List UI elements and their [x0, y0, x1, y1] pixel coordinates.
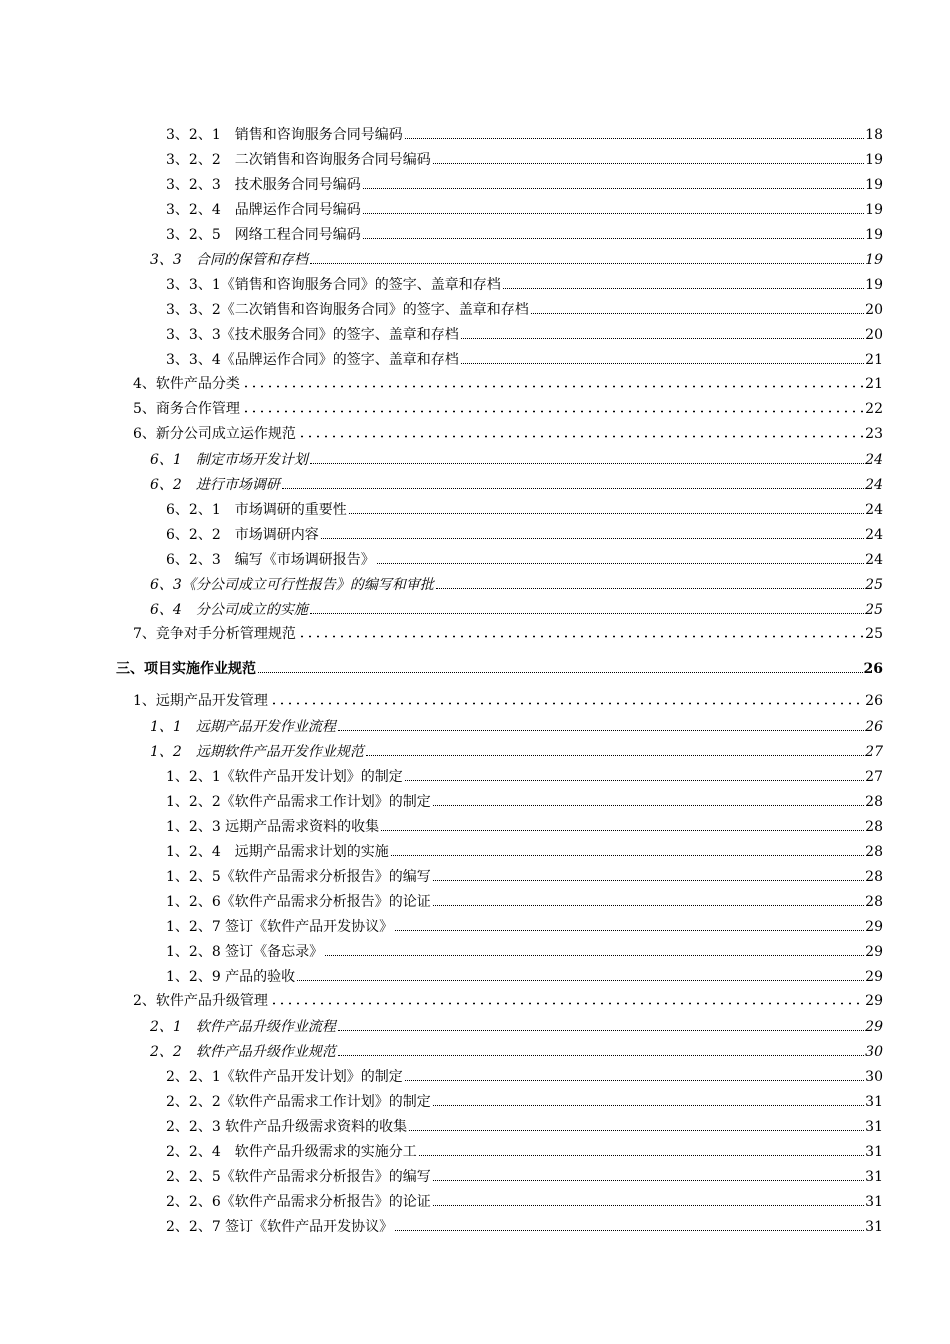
toc-entry[interactable] — [166, 124, 883, 144]
toc-entry[interactable] — [150, 741, 883, 761]
toc-leader-dots — [321, 524, 864, 539]
toc-entry-page-number: 29 — [865, 944, 883, 960]
toc-entry-title: 1、2、9 产品的验收 — [166, 969, 296, 985]
toc-entry-title: 3、3、3《技术服务合同》的签字、盖章和存档 — [166, 327, 459, 343]
toc-leader-dots — [433, 1091, 864, 1106]
toc-leader-dots — [436, 574, 864, 589]
toc-entry-page-number: 25 — [865, 602, 883, 618]
toc-entry-page-number: 31 — [865, 1194, 883, 1210]
toc-leader-dots — [242, 374, 864, 388]
toc-entry-page-number: 29 — [865, 993, 883, 1009]
toc-entry[interactable] — [166, 499, 883, 519]
toc-entry[interactable] — [150, 716, 883, 736]
toc-leader-dots — [391, 841, 864, 856]
toc-entry-page-number: 28 — [865, 869, 883, 885]
toc-entry[interactable] — [150, 1041, 883, 1061]
toc-entry[interactable] — [166, 816, 883, 836]
toc-entry[interactable] — [166, 966, 883, 986]
toc-entry[interactable] — [150, 599, 883, 619]
toc-leader-dots — [242, 399, 864, 413]
toc-entry[interactable] — [166, 349, 883, 369]
toc-leader-dots — [366, 741, 864, 756]
toc-entry-title: 1、2、5《软件产品需求分析报告》的编写 — [166, 869, 431, 885]
toc-leader-dots — [503, 274, 864, 289]
toc-entry-title: 6、1 制定市场开发计划 — [150, 452, 308, 468]
toc-entry[interactable] — [116, 658, 883, 678]
toc-leader-dots — [433, 791, 864, 806]
toc-leader-dots — [461, 324, 864, 339]
toc-leader-dots — [433, 866, 864, 881]
toc-leader-dots — [325, 941, 864, 956]
toc-leader-dots — [377, 549, 864, 564]
toc-entry[interactable] — [133, 399, 883, 418]
toc-entry[interactable] — [166, 766, 883, 786]
toc-entry-title: 1、2、8 签订《备忘录》 — [166, 944, 324, 960]
toc-leader-dots — [395, 1216, 864, 1231]
toc-entry-page-number: 21 — [865, 352, 883, 368]
toc-entry-title: 1、2、2《软件产品需求工作计划》的制定 — [166, 794, 431, 810]
toc-entry[interactable] — [166, 1216, 883, 1236]
toc-entry-page-number: 26 — [863, 661, 883, 677]
toc-entry-page-number: 25 — [865, 626, 883, 642]
toc-entry-title: 2、2、7 签订《软件产品开发协议》 — [166, 1219, 394, 1235]
toc-entry-page-number: 24 — [865, 477, 883, 493]
toc-entry-title: 1、1 远期产品开发作业流程 — [150, 719, 336, 735]
toc-entry[interactable] — [166, 891, 883, 911]
toc-entry-page-number: 31 — [865, 1144, 883, 1160]
toc-leader-dots — [270, 691, 864, 705]
toc-leader-dots — [405, 766, 864, 781]
toc-leader-dots — [419, 1141, 864, 1156]
toc-entry[interactable] — [150, 574, 883, 594]
toc-entry[interactable] — [166, 866, 883, 886]
toc-entry-title: 2、1 软件产品升级作业流程 — [150, 1019, 336, 1035]
toc-entry-page-number: 19 — [865, 277, 883, 293]
toc-entry[interactable] — [133, 691, 883, 710]
toc-entry-title: 3、3、4《品牌运作合同》的签字、盖章和存档 — [166, 352, 459, 368]
toc-entry[interactable] — [150, 1016, 883, 1036]
toc-leader-dots — [349, 499, 864, 514]
toc-entry[interactable] — [166, 1066, 883, 1086]
toc-entry-title: 2、2、2《软件产品需求工作计划》的制定 — [166, 1094, 431, 1110]
toc-entry[interactable] — [166, 841, 883, 861]
toc-entry-title: 4、软件产品分类 — [133, 376, 240, 392]
toc-entry-page-number: 28 — [865, 819, 883, 835]
toc-entry-title: 2、2 软件产品升级作业规范 — [150, 1044, 336, 1060]
toc-leader-dots — [363, 174, 864, 189]
toc-leader-dots — [298, 624, 864, 638]
toc-entry-page-number: 29 — [865, 919, 883, 935]
toc-entry-page-number: 19 — [865, 202, 883, 218]
toc-entry-title: 2、2、4 软件产品升级需求的实施分工 — [166, 1144, 417, 1160]
toc-entry[interactable] — [166, 1091, 883, 1111]
toc-entry[interactable] — [166, 1141, 883, 1161]
toc-entry-title: 7、竞争对手分析管理规范 — [133, 626, 296, 642]
toc-entry-title: 6、2、2 市场调研内容 — [166, 527, 319, 543]
toc-leader-dots — [433, 1166, 864, 1181]
toc-entry-title: 3、3、2《二次销售和咨询服务合同》的签字、盖章和存档 — [166, 302, 529, 318]
toc-entry-page-number: 24 — [865, 502, 883, 518]
toc-entry-title: 1、2、6《软件产品需求分析报告》的论证 — [166, 894, 431, 910]
toc-entry[interactable] — [166, 916, 883, 936]
toc-entry-page-number: 28 — [865, 794, 883, 810]
toc-entry[interactable] — [166, 224, 883, 244]
toc-leader-dots — [531, 299, 864, 314]
toc-leader-dots — [282, 474, 864, 489]
toc-entry-page-number: 19 — [865, 252, 883, 268]
toc-entry-page-number: 23 — [865, 426, 883, 442]
toc-entry-title: 6、2 进行市场调研 — [150, 477, 280, 493]
toc-leader-dots — [270, 991, 864, 1005]
toc-entry-page-number: 22 — [865, 401, 883, 417]
toc-entry-title: 1、2、1《软件产品开发计划》的制定 — [166, 769, 403, 785]
toc-entry-page-number: 24 — [865, 552, 883, 568]
toc-entry-page-number: 18 — [865, 127, 883, 143]
toc-entry-page-number: 31 — [865, 1219, 883, 1235]
toc-entry-title: 三、项目实施作业规范 — [116, 661, 256, 677]
toc-entry-page-number: 30 — [865, 1069, 883, 1085]
toc-entry-title: 1、2、7 签订《软件产品开发协议》 — [166, 919, 394, 935]
toc-entry-page-number: 21 — [865, 376, 883, 392]
toc-entry-title: 2、软件产品升级管理 — [133, 993, 268, 1009]
toc-entry-title: 3、3 合同的保管和存档 — [150, 252, 308, 268]
toc-entry[interactable] — [150, 249, 883, 269]
toc-entry[interactable] — [133, 374, 883, 393]
toc-entry[interactable] — [166, 1191, 883, 1211]
toc-entry-title: 2、2、3 软件产品升级需求资料的收集 — [166, 1119, 408, 1135]
toc-entry-title: 6、4 分公司成立的实施 — [150, 602, 308, 618]
toc-entry-title: 2、2、5《软件产品需求分析报告》的编写 — [166, 1169, 431, 1185]
toc-entry-title: 1、2、3 远期产品需求资料的收集 — [166, 819, 380, 835]
toc-entry-title: 6、3《分公司成立可行性报告》的编写和审批 — [150, 577, 434, 593]
toc-entry[interactable] — [166, 941, 883, 961]
toc-entry[interactable] — [166, 149, 883, 169]
toc-leader-dots — [395, 916, 864, 931]
toc-entry-page-number: 19 — [865, 152, 883, 168]
toc-entry[interactable] — [133, 424, 883, 443]
toc-leader-dots — [338, 716, 864, 731]
toc-leader-dots — [405, 124, 864, 139]
toc-entry-title: 6、2、1 市场调研的重要性 — [166, 502, 347, 518]
toc-entry[interactable] — [166, 299, 883, 319]
toc-leader-dots — [433, 1191, 864, 1206]
toc-entry-page-number: 24 — [865, 452, 883, 468]
toc-entry-title: 1、2、4 远期产品需求计划的实施 — [166, 844, 389, 860]
toc-entry[interactable] — [133, 991, 883, 1010]
toc-entry[interactable] — [133, 624, 883, 643]
toc-leader-dots — [310, 449, 864, 464]
toc-entry-page-number: 28 — [865, 844, 883, 860]
toc-entry-page-number: 26 — [865, 693, 883, 709]
toc-entry[interactable] — [166, 524, 883, 544]
toc-leader-dots — [310, 599, 864, 614]
toc-entry-title: 3、2、3 技术服务合同号编码 — [166, 177, 361, 193]
toc-entry-title: 3、2、1 销售和咨询服务合同号编码 — [166, 127, 403, 143]
toc-entry-page-number: 20 — [865, 327, 883, 343]
toc-entry-page-number: 31 — [865, 1169, 883, 1185]
toc-entry-page-number: 24 — [865, 527, 883, 543]
toc-entry-title: 5、商务合作管理 — [133, 401, 240, 417]
toc-entry-title: 6、新分公司成立运作规范 — [133, 426, 296, 442]
toc-entry-page-number: 29 — [865, 969, 883, 985]
toc-entry[interactable] — [166, 199, 883, 219]
toc-leader-dots — [338, 1016, 864, 1031]
toc-entry-title: 3、2、4 品牌运作合同号编码 — [166, 202, 361, 218]
toc-leader-dots — [381, 816, 864, 831]
toc-leader-dots — [258, 658, 863, 673]
toc-entry[interactable] — [166, 1116, 883, 1136]
toc-leader-dots — [297, 966, 864, 981]
toc-leader-dots — [433, 891, 864, 906]
toc-entry-page-number: 25 — [865, 577, 883, 593]
toc-entry-page-number: 31 — [865, 1094, 883, 1110]
toc-entry[interactable] — [166, 1166, 883, 1186]
toc-entry[interactable] — [166, 791, 883, 811]
toc-leader-dots — [409, 1116, 864, 1131]
toc-entry-title: 1、2 远期软件产品开发作业规范 — [150, 744, 364, 760]
toc-entry[interactable] — [150, 449, 883, 469]
toc-leader-dots — [363, 224, 864, 239]
toc-leader-dots — [461, 349, 864, 364]
toc-entry[interactable] — [166, 174, 883, 194]
toc-leader-dots — [363, 199, 864, 214]
toc-entry[interactable] — [150, 474, 883, 494]
toc-entry-page-number: 19 — [865, 177, 883, 193]
toc-leader-dots — [338, 1041, 864, 1056]
toc-entry-page-number: 27 — [865, 744, 883, 760]
toc-entry-page-number: 26 — [865, 719, 883, 735]
toc-entry-page-number: 27 — [865, 769, 883, 785]
toc-entry-title: 2、2、1《软件产品开发计划》的制定 — [166, 1069, 403, 1085]
toc-entry-page-number: 28 — [865, 894, 883, 910]
toc-entry[interactable] — [166, 274, 883, 294]
toc-entry-title: 3、2、2 二次销售和咨询服务合同号编码 — [166, 152, 431, 168]
toc-entry-title: 3、2、5 网络工程合同号编码 — [166, 227, 361, 243]
toc-entry-title: 2、2、6《软件产品需求分析报告》的论证 — [166, 1194, 431, 1210]
toc-entry-page-number: 20 — [865, 302, 883, 318]
toc-entry-page-number: 30 — [865, 1044, 883, 1060]
toc-leader-dots — [310, 249, 864, 264]
toc-entry-title: 6、2、3 编写《市场调研报告》 — [166, 552, 375, 568]
toc-leader-dots — [298, 424, 864, 438]
toc-entry-title: 1、远期产品开发管理 — [133, 693, 268, 709]
toc-entry-page-number: 29 — [865, 1019, 883, 1035]
toc-entry-page-number: 31 — [865, 1119, 883, 1135]
toc-entry-page-number: 19 — [865, 227, 883, 243]
toc-leader-dots — [433, 149, 864, 164]
toc-leader-dots — [405, 1066, 864, 1081]
toc-entry[interactable] — [166, 324, 883, 344]
toc-entry[interactable] — [166, 549, 883, 569]
toc-entry-title: 3、3、1《销售和咨询服务合同》的签字、盖章和存档 — [166, 277, 501, 293]
